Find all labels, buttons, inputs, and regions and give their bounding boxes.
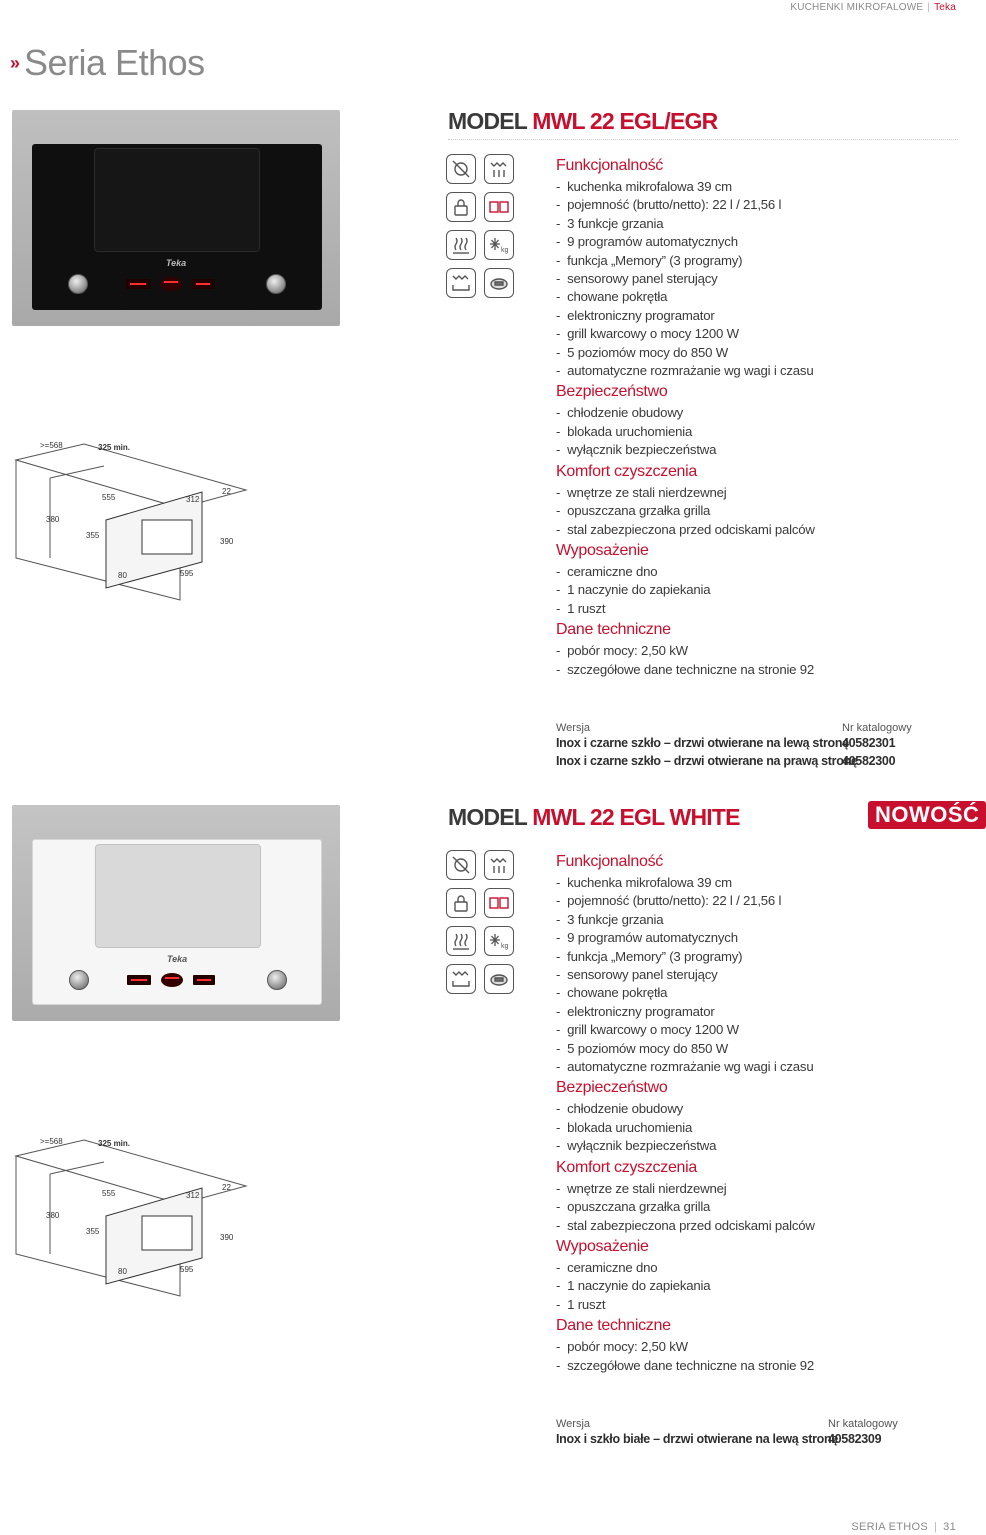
header-brand: Teka [934, 2, 956, 13]
display-icon [126, 279, 150, 289]
microwave-dish-icon [484, 964, 514, 994]
header-category: KUCHENKI MIKROFALOWE [790, 2, 924, 13]
table-row [556, 734, 956, 752]
list-item: - chłodzenie obudowy [556, 1100, 956, 1118]
oven-image-white [12, 805, 340, 1021]
list-item: - ceramiczne dno [556, 1259, 956, 1277]
list-item: - kuchenka mikrofalowa 39 cm [556, 874, 956, 892]
knob-right-icon [266, 274, 286, 294]
section-title: Komfort czyszczenia [556, 462, 698, 480]
catalog-number: 40582309 [828, 1432, 882, 1446]
list-item: - 9 programów automatycznych [556, 929, 956, 947]
steam-heat-icon [446, 926, 476, 956]
list-item: - sensorowy panel sterujący [556, 966, 956, 984]
catalog-label: Nr katalogowy [828, 1418, 898, 1430]
section-title: Komfort czyszczenia [556, 1158, 698, 1176]
grill-heat-icon [484, 154, 514, 184]
list-item: - kuchenka mikrofalowa 39 cm [556, 178, 956, 196]
footer-section: SERIA ETHOS [851, 1521, 928, 1533]
dim-595: 595 [180, 1265, 194, 1274]
defrost-weight-icon [484, 926, 514, 956]
list-item: - 1 ruszt [556, 600, 956, 618]
oven-logo: Teka [167, 954, 188, 964]
oven-logo: Teka [166, 258, 187, 268]
installation-diagram [14, 1136, 254, 1286]
versions-label: Wersja [556, 1418, 591, 1430]
list-item: - blokada uruchomienia [556, 423, 956, 441]
list-item: - pobór mocy: 2,50 kW [556, 1338, 956, 1356]
dim-80: 80 [118, 1267, 127, 1276]
list-item: - 9 programów automatycznych [556, 233, 956, 251]
list-item: - 1 naczynie do zapiekania [556, 581, 956, 599]
list-item: - pobór mocy: 2,50 kW [556, 642, 956, 660]
section-title: Bezpieczeństwo [556, 1079, 668, 1097]
section-title: Funkcjonalność [556, 853, 663, 870]
section-title: Bezpieczeństwo [556, 383, 668, 401]
dim-390: 390 [220, 1233, 234, 1242]
table-row [556, 1430, 956, 1448]
list-item: - stal zabezpieczona przed odciskami palców [556, 521, 956, 539]
dim-355: 355 [86, 531, 100, 540]
catalog-label: Nr katalogowy [842, 722, 912, 734]
list-item: - 5 poziomów mocy do 850 W [556, 1040, 956, 1058]
model-prefix: MODEL [448, 804, 527, 830]
dim-595: 595 [180, 569, 194, 578]
dim-325: 325 min. [98, 1139, 131, 1148]
display-panel-icon [484, 888, 514, 918]
list-item: - 1 ruszt [556, 1296, 956, 1314]
display-icon [192, 279, 214, 289]
list-item: - grill kwarcowy o mocy 1200 W [556, 325, 956, 343]
page-footer [851, 1521, 956, 1533]
oven-window [95, 844, 261, 948]
control-panel [69, 968, 287, 994]
dim-390: 390 [220, 537, 234, 546]
grill-heat-icon [484, 850, 514, 880]
control-panel [68, 272, 286, 298]
oven-image-black [12, 110, 340, 326]
oven-door [32, 144, 322, 310]
model-prefix: MODEL [448, 108, 527, 134]
table-row [556, 752, 956, 770]
display-icon [161, 973, 183, 987]
grill-dish-icon [446, 964, 476, 994]
page-header [790, 2, 956, 13]
footer-separator: | [933, 1521, 938, 1533]
microwave-dish-icon [484, 268, 514, 298]
oven-window [94, 148, 260, 252]
list-item: - pojemność (brutto/netto): 22 l / 21,56 l [556, 196, 956, 214]
spec-list [556, 154, 956, 679]
knob-right-icon [267, 970, 287, 990]
new-badge: NOWOŚĆ [868, 801, 986, 829]
model-name: MWL 22 EGL/EGR [532, 108, 718, 134]
list-item: - wyłącznik bezpieczeństwa [556, 441, 956, 459]
version-name: Inox i czarne szkło – drzwi otwierane na lewą stronę [556, 736, 849, 750]
section-title: Dane techniczne [556, 1317, 671, 1335]
display-icon [127, 975, 151, 985]
list-item: - wyłącznik bezpieczeństwa [556, 1137, 956, 1155]
model-name: MWL 22 EGL WHITE [532, 804, 740, 830]
grill-dish-icon [446, 268, 476, 298]
list-item: - opuszczana grzałka grilla [556, 1198, 956, 1216]
list-item: - grill kwarcowy o mocy 1200 W [556, 1021, 956, 1039]
model-title [448, 108, 958, 140]
header-separator: | [927, 2, 931, 13]
list-item: - funkcja „Memory” (3 programy) [556, 948, 956, 966]
list-item: - pojemność (brutto/netto): 22 l / 21,56 l [556, 892, 956, 910]
section-title: Wyposażenie [556, 1237, 649, 1255]
list-item: - chowane pokrętła [556, 288, 956, 306]
series-title-text: Seria Ethos [24, 42, 205, 83]
chevron-right-icon: » [10, 53, 21, 73]
version-name: Inox i szkło białe – drzwi otwierane na lewą stronę [556, 1432, 839, 1446]
list-item: - chłodzenie obudowy [556, 404, 956, 422]
series-title [10, 42, 205, 84]
knob-left-icon [69, 970, 89, 990]
list-item: - 3 funkcje grzania [556, 911, 956, 929]
dim-312: 312 [186, 1191, 200, 1200]
dim-80: 80 [118, 571, 127, 580]
dim-325: 325 min. [98, 443, 131, 452]
dim-380: 380 [46, 515, 60, 524]
dim-380: 380 [46, 1211, 60, 1220]
child-lock-icon [446, 192, 476, 222]
dim-312: 312 [186, 495, 200, 504]
child-lock-icon [446, 888, 476, 918]
section-title: Funkcjonalność [556, 157, 663, 174]
display-icon [193, 975, 215, 985]
catalog-number: 40582300 [842, 754, 896, 768]
list-item: - automatyczne rozmrażanie wg wagi i czasu [556, 362, 956, 380]
no-defrost-icon [446, 850, 476, 880]
versions-label: Wersja [556, 722, 591, 734]
model-title [448, 804, 856, 835]
dim-355: 355 [86, 1227, 100, 1236]
display-panel-icon [484, 192, 514, 222]
knob-left-icon [68, 274, 88, 294]
section-title: Wyposażenie [556, 541, 649, 559]
list-item: - 3 funkcje grzania [556, 215, 956, 233]
spec-list [556, 850, 956, 1375]
oven-door [32, 839, 322, 1005]
list-item: - szczegółowe dane techniczne na stronie 92 [556, 661, 956, 679]
dim-568: >=568 [40, 1137, 63, 1146]
list-item: - wnętrze ze stali nierdzewnej [556, 484, 956, 502]
list-item: - automatyczne rozmrażanie wg wagi i czasu [556, 1058, 956, 1076]
page-number: 31 [943, 1521, 956, 1533]
list-item: - sensorowy panel sterujący [556, 270, 956, 288]
no-defrost-icon [446, 154, 476, 184]
list-item: - 5 poziomów mocy do 850 W [556, 344, 956, 362]
svg-text:kg: kg [501, 943, 509, 950]
section-title: Dane techniczne [556, 621, 671, 639]
display-icon [160, 277, 182, 291]
version-name: Inox i czarne szkło – drzwi otwierane na prawą stronę [556, 754, 858, 768]
list-item: - szczegółowe dane techniczne na stronie 92 [556, 1357, 956, 1375]
defrost-weight-icon [484, 230, 514, 260]
svg-text:kg: kg [501, 247, 509, 254]
dim-22: 22 [222, 487, 231, 496]
list-item: - elektroniczny programator [556, 307, 956, 325]
list-item: - wnętrze ze stali nierdzewnej [556, 1180, 956, 1198]
list-item: - elektroniczny programator [556, 1003, 956, 1021]
catalog-number: 40582301 [842, 736, 896, 750]
list-item: - ceramiczne dno [556, 563, 956, 581]
dim-568: >=568 [40, 441, 63, 450]
dim-555: 555 [102, 1189, 116, 1198]
steam-heat-icon [446, 230, 476, 260]
versions-table [556, 1418, 956, 1448]
list-item: - funkcja „Memory” (3 programy) [556, 252, 956, 270]
list-item: - blokada uruchomienia [556, 1119, 956, 1137]
dim-22: 22 [222, 1183, 231, 1192]
list-item: - opuszczana grzałka grilla [556, 502, 956, 520]
versions-table [556, 722, 956, 770]
list-item: - chowane pokrętła [556, 984, 956, 1002]
list-item: - 1 naczynie do zapiekania [556, 1277, 956, 1295]
dim-555: 555 [102, 493, 116, 502]
list-item: - stal zabezpieczona przed odciskami palców [556, 1217, 956, 1235]
installation-diagram [14, 440, 254, 590]
